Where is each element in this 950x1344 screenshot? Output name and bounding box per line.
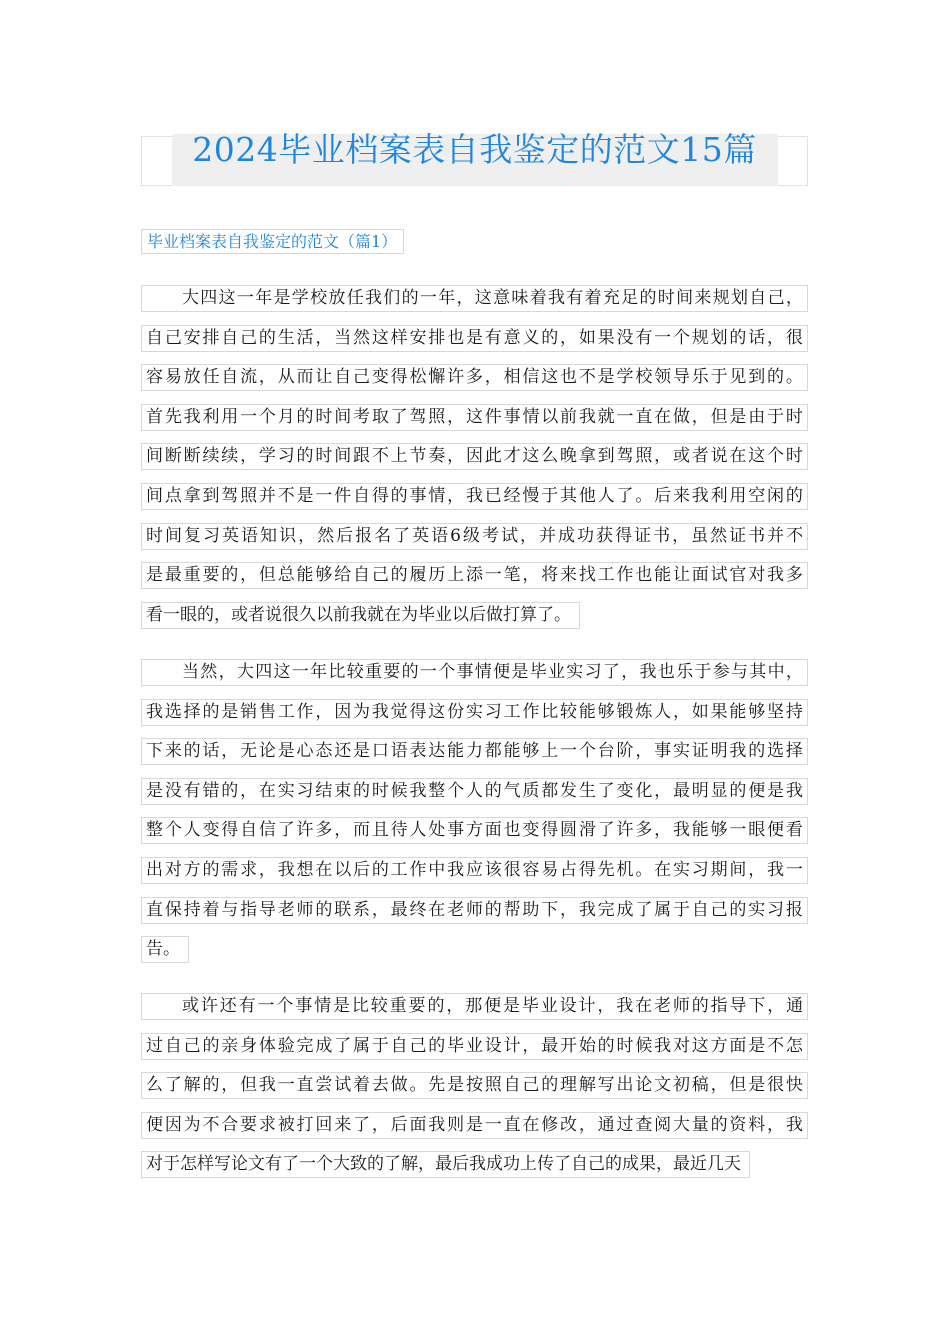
- text-line: 间断断续续，学习的时间跟不上节奏，因此才这么晚拿到驾照，或者说在这个时: [141, 443, 808, 470]
- text-line: 便因为不合要求被打回来了，后面我则是一直在修改，通过查阅大量的资料，我: [141, 1112, 808, 1139]
- text-line: 是最重要的，但总能够给自己的履历上添一笔，将来找工作也能让面试官对我多: [141, 562, 808, 589]
- text-line: 告。: [141, 936, 189, 963]
- text-line: 或许还有一个事情是比较重要的，那便是毕业设计，我在老师的指导下，通: [141, 993, 808, 1020]
- text-line: 大四这一年是学校放任我们的一年，这意味着我有着充足的时间来规划自己，: [141, 285, 808, 312]
- text-line: 对于怎样写论文有了一个大致的了解，最后我成功上传了自己的成果，最近几天: [141, 1151, 750, 1178]
- text-line: 看一眼的，或者说很久以前我就在为毕业以后做打算了。: [141, 602, 580, 629]
- text-line: 自己安排自己的生活，当然这样安排也是有意义的，如果没有一个规划的话，很: [141, 325, 808, 352]
- text-line: 直保持着与指导老师的联系，最终在老师的帮助下，我完成了属于自己的实习报: [141, 897, 808, 924]
- text-line: 下来的话，无论是心态还是口语表达能力都能够上一个台阶，事实证明我的选择: [141, 738, 808, 765]
- text-line: 整个人变得自信了许多，而且待人处事方面也变得圆滑了许多，我能够一眼便看: [141, 817, 808, 844]
- text-line: 过自己的亲身体验完成了属于自己的毕业设计，最开始的时候我对这方面是不怎: [141, 1033, 808, 1060]
- text-line: 么了解的，但我一直尝试着去做。先是按照自己的理解写出论文初稿，但是很快: [141, 1072, 808, 1099]
- document-title: 2024毕业档案表自我鉴定的范文15篇: [192, 130, 757, 169]
- text-line: 首先我利用一个月的时间考取了驾照，这件事情以前我就一直在做，但是由于时: [141, 404, 808, 431]
- text-line: 我选择的是销售工作，因为我觉得这份实习工作比较能够锻炼人，如果能够坚持: [141, 699, 808, 726]
- text-line: 是没有错的，在实习结束的时候我整个人的气质都发生了变化，最明显的便是我: [141, 778, 808, 805]
- text-line: 间点拿到驾照并不是一件自得的事情，我已经慢于其他人了。后来我利用空闲的: [141, 483, 808, 510]
- text-line: 出对方的需求，我想在以后的工作中我应该很容易占得先机。在实习期间，我一: [141, 857, 808, 884]
- text-line: 容易放任自流，从而让自己变得松懈许多，相信这也不是学校领导乐于见到的。: [141, 364, 808, 391]
- section-heading: 毕业档案表自我鉴定的范文（篇1）: [141, 229, 404, 254]
- text-line: 当然，大四这一年比较重要的一个事情便是毕业实习了，我也乐于参与其中，: [141, 659, 808, 686]
- text-line: 时间复习英语知识，然后报名了英语6级考试，并成功获得证书，虽然证书并不: [141, 523, 808, 550]
